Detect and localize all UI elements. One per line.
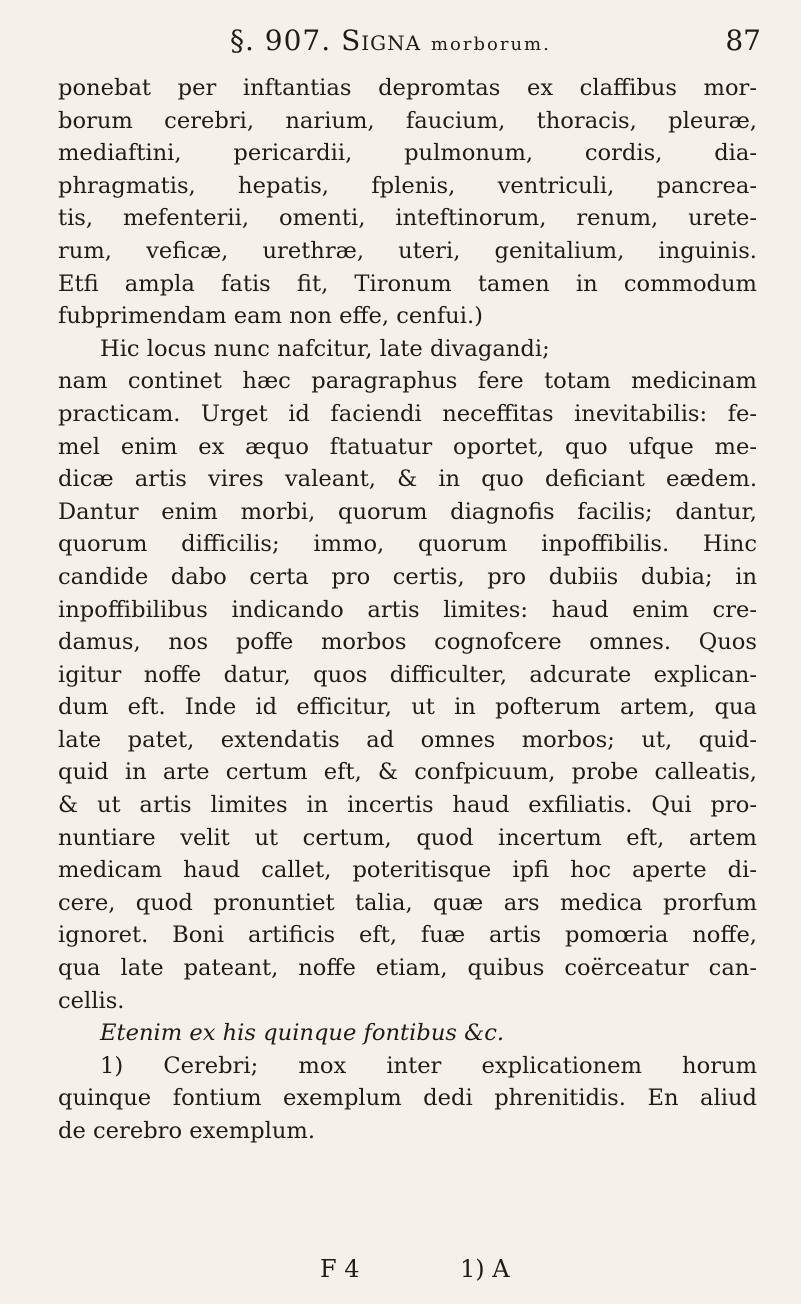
text-line: nuntiare velit ut certum, quod incertum eft, artem (58, 824, 757, 851)
catchword: 1) A (460, 1255, 510, 1283)
text-line: de cerebro exemplum. (58, 1118, 316, 1144)
paragraph (58, 72, 757, 333)
text-line: inpoffibilibus indicando artis limites: haud enim cre- (58, 596, 757, 623)
text-line: candide dabo certa pro certis, pro dubiis dubia; in (58, 563, 757, 590)
signature-mark: F 4 (320, 1255, 360, 1283)
text-line: phragmatis, hepatis, fplenis, ventriculi, pancrea- (58, 172, 757, 199)
page-number: 87 (725, 24, 761, 57)
text-line: medicam haud callet, poteritisque ipfi hoc aperte di- (58, 857, 757, 884)
body-text (58, 72, 757, 1148)
paragraph (58, 1017, 757, 1050)
text-line: qua late pateant, noffe etiam, quibus coërceatur can- (58, 955, 757, 982)
text-line: cere, quod pronuntiet talia, quæ ars medica prorfum (58, 889, 757, 916)
text-line: ignoret. Boni artificis eft, fuæ artis pomœria noffe, (58, 922, 757, 949)
text-line: fubprimendam eam non effe, cenfui.) (58, 303, 483, 330)
text-line: Hic locus nunc nafcitur, late divagandi; (100, 335, 550, 362)
text-line: nam continet hæc paragraphus fere totam medicinam (58, 368, 757, 395)
text-line: cellis. (58, 987, 125, 1014)
text-line: practicam. Urget id faciendi neceffitas inevitabilis: fe- (58, 400, 757, 427)
paragraph (58, 333, 757, 1017)
text-line: late patet, extendatis ad omnes morbos; ut, quid- (58, 726, 757, 753)
text-line: igitur noffe datur, quos difficulter, adcurate explican- (58, 661, 757, 688)
text-line: Dantur enim morbi, quorum diagnofis facilis; dantur, (58, 498, 757, 525)
text-line: mediaftini, pericardii, pulmonum, cordis, dia- (58, 140, 757, 167)
text-line: dum eft. Inde id efficitur, ut in pofterum artem, qua (58, 694, 757, 721)
title-small: morborum. (430, 34, 551, 55)
title-caps: Signa (341, 24, 422, 57)
text-line: mel enim ex æquo ftatuatur oportet, quo ufque me- (58, 433, 757, 460)
text-line: Etenim ex his quinque fontibus &c. (100, 1020, 505, 1047)
text-line: dicæ artis vires valeant, & in quo deficiant eædem. (58, 466, 757, 493)
text-line: 1) Cerebri; mox inter explicationem horum (100, 1052, 757, 1079)
text-line: quid in arte certum eft, & confpicuum, probe calleatis, (58, 759, 757, 786)
text-line: quinque fontium exemplum dedi phrenitidis. En aliud (58, 1085, 757, 1112)
paragraph (58, 1050, 757, 1148)
text-line: & ut artis limites in incertis haud exfiliatis. Qui pro- (58, 792, 757, 819)
text-line: rum, veficæ, urethræ, uteri, genitalium, inguinis. (58, 237, 757, 264)
text-line: ponebat per inftantias depromtas ex claffibus mor- (58, 75, 757, 101)
header-title (230, 24, 551, 57)
text-line: damus, nos poffe morbos cognofcere omnes. Quos (58, 629, 757, 656)
text-line: Etfi ampla fatis fit, Tironum tamen in commodum (58, 270, 757, 297)
running-header (230, 24, 761, 57)
text-line: quorum difficilis; immo, quorum inpoffibilis. Hinc (58, 531, 757, 558)
text-line: borum cerebri, narium, faucium, thoracis, pleuræ, (58, 107, 757, 134)
page-footer (320, 1255, 741, 1283)
text-line: tis, mefenterii, omenti, inteftinorum, renum, urete- (58, 205, 757, 232)
section-number: §. 907. (230, 24, 332, 57)
